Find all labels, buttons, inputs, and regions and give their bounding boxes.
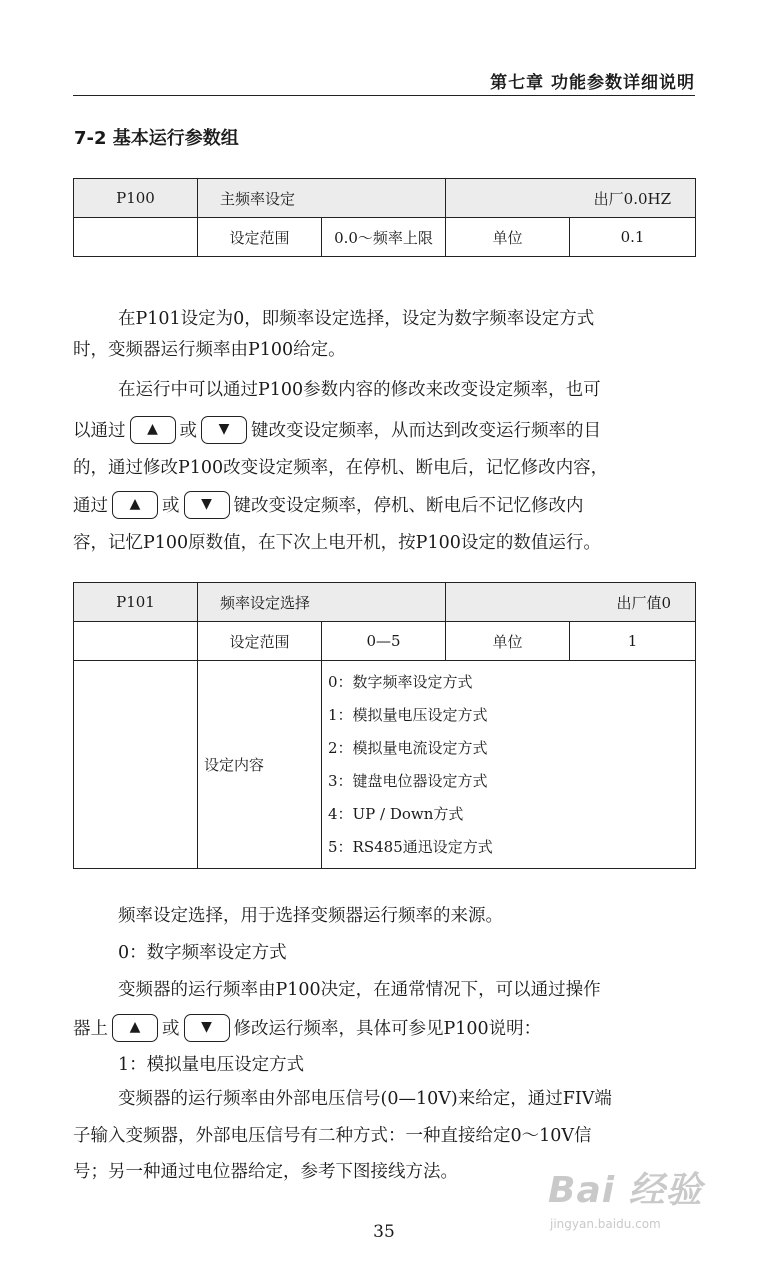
option-item: 3：键盘电位器设定方式 [328,771,488,790]
range-label: 设定范围 [198,622,322,661]
unit-label: 单位 [446,622,570,661]
param-code: P101 [74,583,198,622]
content-label: 设定内容 [198,661,322,869]
text-line [73,409,695,453]
down-key-icon: ▼ [184,491,230,519]
empty-cell [74,218,198,257]
text-span: 通过 [73,496,108,516]
text-line: 子输入变频器，外部电压信号有二种方式：一种直接给定0～10V信 [73,1126,592,1146]
param-name: 主频率设定 [198,179,446,218]
unit-value: 1 [570,622,696,661]
param-code: P100 [74,179,198,218]
empty-cell [74,661,198,869]
param-table-p101 [73,582,696,869]
chapter-title: 第七章 功能参数详细说明 [490,73,695,93]
watermark-url: jingyan.baidu.com [550,1217,661,1231]
section-title: 7-2 基本运行参数组 [74,128,239,149]
text-span: 键改变设定频率，停机、断电后不记忆修改内 [233,496,584,516]
unit-label: 单位 [446,218,570,257]
unit-value: 0.1 [570,218,696,257]
paragraph-p101-intro [73,304,695,366]
param-name: 频率设定选择 [198,583,446,622]
factory-default: 出厂值0 [446,583,696,622]
text-span: 键改变设定频率，从而达到改变运行频率的目 [251,421,601,441]
text-span: 或 [162,1019,180,1039]
range-value: 0.0～频率上限 [322,218,446,257]
text-line: 在运行中可以通过P100参数内容的修改来改变设定频率，也可 [118,380,601,400]
option-item: 0：数字频率设定方式 [328,672,473,691]
option-item: 2：模拟量电流设定方式 [328,738,488,757]
range-value: 0—5 [322,622,446,661]
down-key-icon: ▼ [201,416,247,444]
text-line: 的，通过修改P100改变设定频率，在停机、断电后，记忆修改内容， [73,458,609,478]
text-line: 0：数字频率设定方式 [118,943,287,963]
paragraph-p100-modify [73,372,695,559]
text-span: 或 [179,421,197,441]
text-line: 在P101设定为0，即频率设定选择，设定为数字频率设定方式 [118,309,595,329]
text-line: 时，变频器运行频率由P100给定。 [73,340,346,360]
up-key-icon: ▲ [112,1014,158,1042]
option-item: 5：RS485通迅设定方式 [328,837,493,856]
range-label: 设定范围 [198,218,322,257]
down-key-icon: ▼ [184,1014,230,1042]
text-line: 容，记忆P100原数值，在下次上电开机，按P100设定的数值运行。 [73,533,601,553]
up-key-icon: ▲ [130,416,176,444]
text-line [73,484,695,528]
factory-default: 出厂0.0HZ [446,179,696,218]
options-cell [322,661,696,869]
option-item: 1：模拟量电压设定方式 [328,705,488,724]
text-line: 号；另一种通过电位器给定，参考下图接线方法。 [73,1162,458,1182]
text-span: 器上 [73,1019,108,1039]
empty-cell [74,622,198,661]
up-key-icon: ▲ [112,491,158,519]
baidu-watermark [548,1162,738,1252]
text-line: 变频器的运行频率由外部电压信号(0—10V)来给定，通过FIV端 [118,1089,612,1109]
text-span: 或 [162,496,180,516]
page-number: 35 [373,1222,395,1242]
option-item: 4：UP / Down方式 [328,804,464,823]
text-line: 频率设定选择，用于选择变频器运行频率的来源。 [118,906,503,926]
text-line [73,1009,695,1049]
options-list [328,666,689,864]
watermark-logo: Bai 经验 [548,1170,703,1211]
paragraph-p101-explain [73,898,695,1190]
text-line: 变频器的运行频率由P100决定，在通常情况下，可以通过操作 [118,980,601,1000]
text-span: 以通过 [73,421,126,441]
text-line: 1：模拟量电压设定方式 [118,1055,305,1075]
param-table-p100 [73,178,696,257]
text-span: 修改运行频率，具体可参见P100说明： [233,1019,542,1039]
header-rule [73,95,695,96]
